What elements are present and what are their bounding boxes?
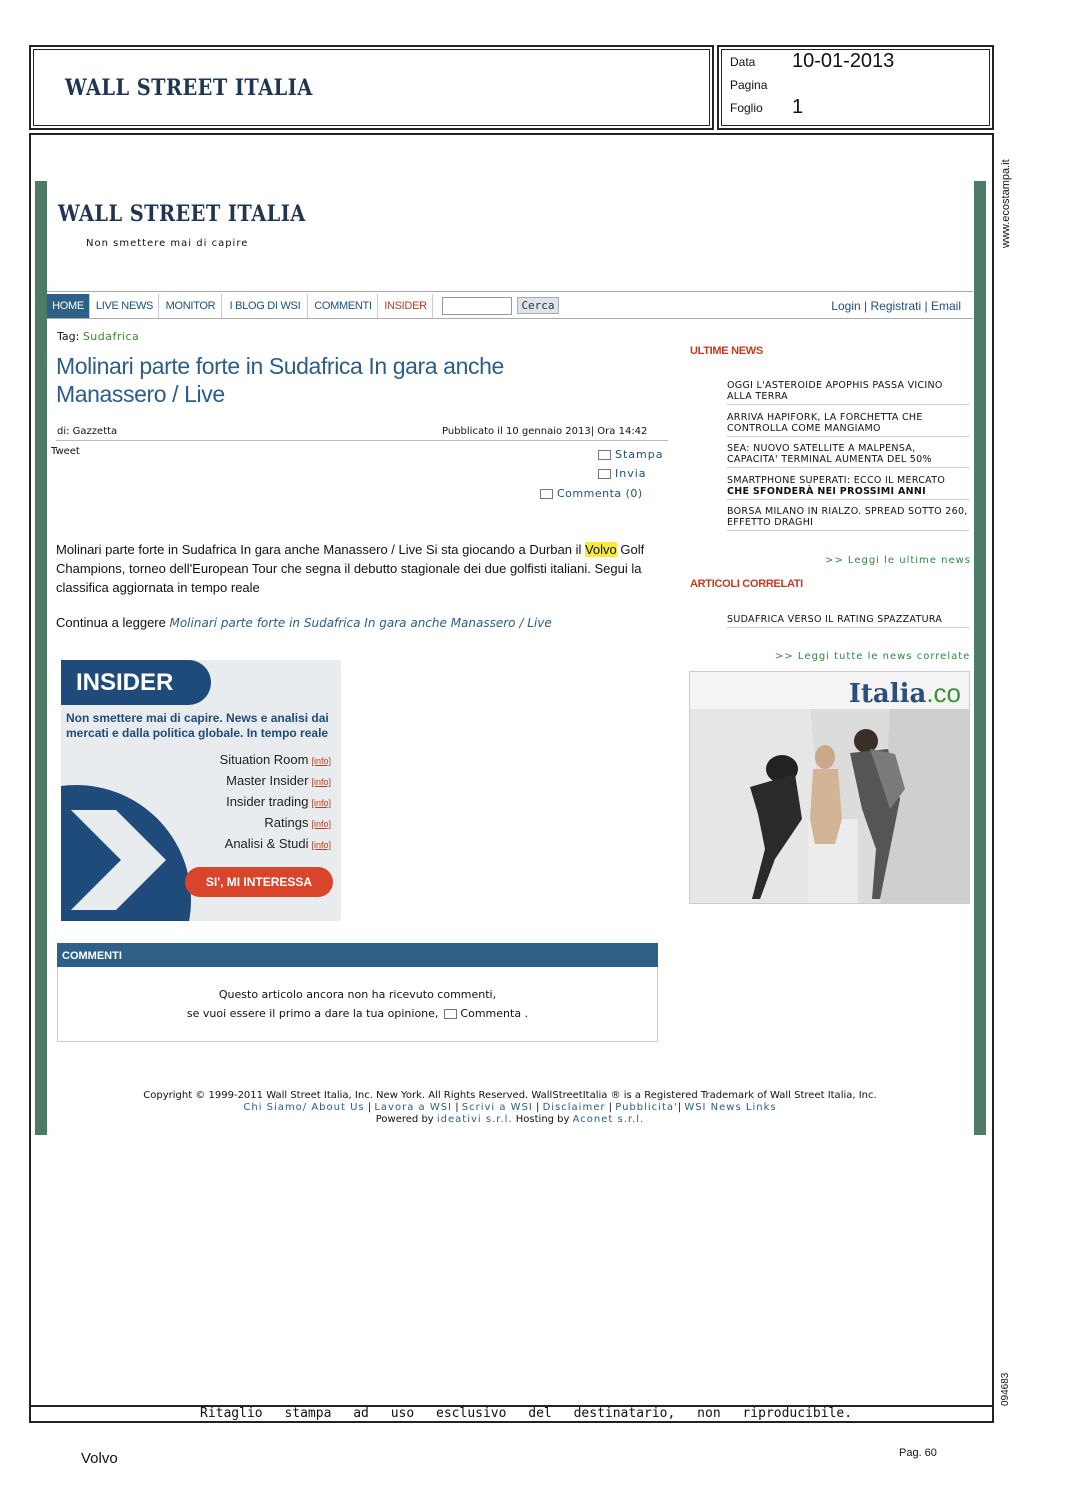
print-label: Stampa — [615, 448, 664, 461]
advertisement[interactable] — [689, 671, 970, 904]
main-nav — [47, 291, 973, 319]
byline: di: Gazzetta — [57, 426, 118, 437]
clipping-header-masthead-box — [29, 45, 714, 130]
hosting-link[interactable]: Aconet s.r.l. — [572, 1114, 645, 1125]
divider — [56, 440, 668, 441]
insider-services — [220, 752, 331, 857]
comments-empty-line2: se vuoi essere il primo a dare la tua opinione, Commenta . — [186, 1007, 529, 1020]
footer-link[interactable]: Pubblicita' — [615, 1102, 678, 1113]
news-item[interactable]: ARRIVA HAPIFORK, LA FORCHETTA CHE CONTROLLA COME MANGIAMO — [727, 412, 969, 437]
continue-label: Continua a leggere — [56, 615, 170, 630]
nav-home[interactable]: HOME — [47, 294, 90, 318]
insider-banner[interactable] — [61, 660, 341, 921]
news-item[interactable]: OGGI L'ASTEROIDE APOPHIS PASSA VICINO ALLA TERRA — [727, 380, 969, 405]
continue-reading — [56, 615, 552, 630]
page-number: Pag. 60 — [899, 1447, 937, 1459]
insider-title: INSIDER — [76, 669, 174, 696]
tag-label: Tag: — [57, 330, 80, 343]
send-link[interactable] — [598, 467, 647, 480]
insider-subtitle: Non smettere mai di capire. News e analisi dai mercati e dalla politica globale. In tempo reale — [66, 711, 329, 740]
more-related-link[interactable]: >> Leggi tutte le news correlate — [775, 651, 971, 662]
footer-link[interactable]: Disclaimer — [542, 1102, 606, 1113]
left-green-bar — [35, 181, 47, 1135]
site-logo[interactable]: WALL STREET ITALIA — [58, 201, 306, 227]
copyright: Copyright © 1999-2011 Wall Street Italia, Inc. New York. All Rights Reserved. WallStreetItalia ® is a Registered Trademark of Wall Street Italia, Inc. — [143, 1090, 877, 1101]
login-link[interactable]: Login — [831, 299, 861, 313]
published-date: Pubblicato il 10 gennaio 2013| Ora 14:42 — [442, 426, 648, 437]
data-value: 10-01-2013 — [792, 50, 895, 72]
separator: | — [924, 299, 928, 313]
keyword-footer: Volvo — [81, 1450, 118, 1467]
ritaglio-notice: Ritaglio stampa ad uso esclusivo del destinatario, non riproducibile. — [200, 1406, 853, 1421]
service-item[interactable]: Analisi & Studi [info] — [224, 836, 331, 851]
comments-header: COMMENTI — [57, 943, 658, 967]
foglio-value: 1 — [792, 96, 804, 118]
search-input[interactable] — [442, 297, 512, 315]
arrow-right-icon — [61, 800, 181, 920]
register-link[interactable]: Registrati — [870, 299, 922, 313]
side-code: 094683 — [1000, 1372, 1011, 1406]
ultime-news-heading: ULTIME NEWS — [690, 345, 763, 357]
footer-link[interactable]: Scrivi a WSI — [461, 1102, 533, 1113]
body-text-end: Golf Champions, torneo dell'European Tour che segna il debutto stagionale dei due golfisti italiani. Segui la classifica aggiornata in tempo reale — [56, 542, 645, 595]
site-tagline: Non smettere mai di capire — [86, 238, 249, 249]
data-label: Data — [730, 55, 756, 69]
ad-photo — [690, 709, 970, 904]
powered-link[interactable]: ideativi s.r.l. — [436, 1114, 513, 1125]
comment-icon — [444, 1009, 457, 1019]
footer-link[interactable]: Lavora a WSI — [374, 1102, 453, 1113]
send-label: Invia — [615, 467, 647, 480]
news-item[interactable]: BORSA MILANO IN RIALZO. SPREAD SOTTO 260, EFFETTO DRAGHI — [727, 506, 969, 531]
ad-brand: Italia.co — [848, 678, 961, 709]
related-item[interactable]: SUDAFRICA VERSO IL RATING SPAZZATURA — [727, 614, 969, 628]
site-footer — [47, 1090, 973, 1126]
comment-icon — [540, 489, 553, 499]
article-title: Molinari parte forte in Sudafrica In gara anche Manassero / Live — [56, 353, 504, 407]
printer-icon — [598, 450, 611, 460]
comments-box — [57, 967, 658, 1042]
footer-links: Chi Siamo/ About Us | Lavora a WSI | Scrivi a WSI | Disclaimer | Pubblicita'| WSI News Links — [243, 1102, 777, 1113]
insider-cta-button[interactable]: SI', MI INTERESSA — [185, 867, 333, 897]
pagina-label: Pagina — [730, 78, 768, 92]
news-item[interactable]: SMARTPHONE SUPERATI: ECCO IL MERCATO CHE SFONDERÀ NEI PROSSIMI ANNI — [727, 475, 969, 500]
comment-cta-link[interactable]: Commenta — [460, 1007, 522, 1020]
print-link[interactable] — [598, 448, 663, 461]
highlighted-keyword: Volvo — [584, 542, 617, 557]
nav-monitor[interactable]: MONITOR — [160, 294, 222, 318]
nav-live-news[interactable]: LIVE NEWS — [91, 294, 159, 318]
right-green-bar — [974, 181, 986, 1135]
footer-link[interactable]: Chi Siamo/ About Us — [243, 1102, 365, 1113]
service-item[interactable]: Situation Room [info] — [219, 752, 331, 767]
nav-insider[interactable]: INSIDER — [379, 294, 433, 318]
account-links — [831, 296, 961, 316]
service-item[interactable]: Insider trading [info] — [226, 794, 331, 809]
side-url: www.ecostampa.it — [1000, 159, 1012, 248]
email-link[interactable]: Email — [930, 299, 961, 313]
news-item[interactable]: SEA: NUOVO SATELLITE A MALPENSA, CAPACITA' TERMINAL AUMENTA DEL 50% — [727, 443, 969, 468]
tag-link[interactable]: Sudafrica — [82, 330, 140, 343]
article-tags — [57, 330, 139, 343]
comments-empty-line1: Questo articolo ancora non ha ricevuto commenti, — [218, 988, 497, 1001]
search-button[interactable]: Cerca — [517, 297, 559, 314]
separator: | — [864, 299, 868, 313]
article-body — [56, 540, 666, 597]
powered-by: Powered by ideativi s.r.l. Hosting by Aconet s.r.l. — [375, 1114, 645, 1125]
comment-label: Commenta (0) — [557, 487, 643, 500]
comment-link[interactable] — [540, 487, 643, 500]
correlati-heading: ARTICOLI CORRELATI — [690, 578, 803, 590]
nav-commenti[interactable]: COMMENTI — [309, 294, 378, 318]
envelope-icon — [598, 469, 611, 479]
service-item[interactable]: Master Insider [info] — [226, 773, 331, 788]
clipping-meta-box — [717, 45, 994, 130]
clipping-masthead-logo: WALL STREET ITALIA — [65, 75, 313, 101]
continue-link[interactable]: Molinari parte forte in Sudafrica In gara anche Manassero / Live — [169, 616, 552, 630]
more-news-link[interactable]: >> Leggi le ultime news — [825, 555, 972, 566]
tweet-button[interactable]: Tweet — [51, 446, 80, 457]
foglio-label: Foglio — [730, 101, 763, 115]
footer-link[interactable]: WSI News Links — [684, 1102, 777, 1113]
nav-blog[interactable]: I BLOG DI WSI — [223, 294, 308, 318]
service-item[interactable]: Ratings [info] — [264, 815, 331, 830]
body-text-start: Molinari parte forte in Sudafrica In gara anche Manassero / Live Si sta giocando a Durban il — [56, 542, 585, 557]
